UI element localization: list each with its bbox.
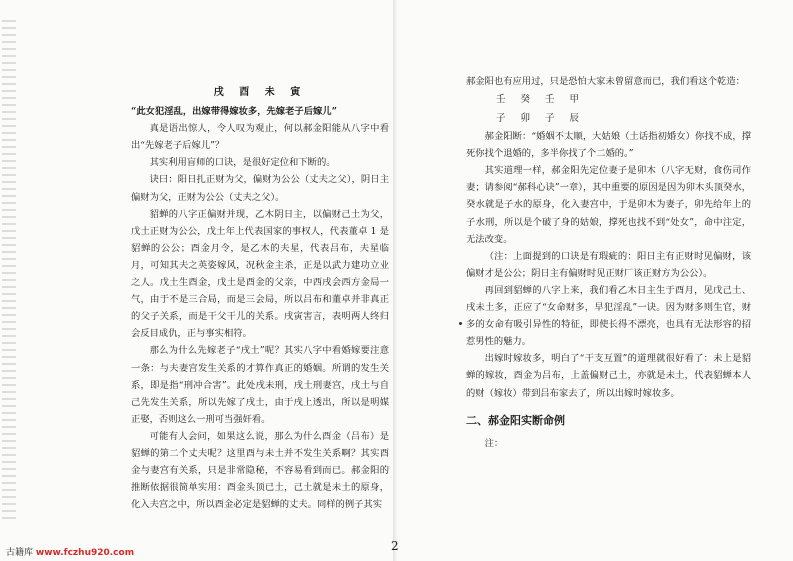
watermark-url: www.fczhu920.com <box>35 548 135 558</box>
section-title: 二、郝金阳实断命例 <box>466 413 565 427</box>
paragraph: 貂蝉的八字正偏财并现，乙木阴日主，以偏财己土为父，戊土正财为公公，戊土年上代表国家的事权人，代表董卓 1 是貂蝉的公公；酉金月令，是乙木的夫星，代表吕布，夫星临月，可知其夫之英姿嫁风，况秋金主杀，正是以武力建功立业之人。戊土生酉金，戊土是酉金的父亲，中西戌会西方金局一气，由于不是三合局，而是三会局，所以吕布和董卓并非真正的父子关系，而是干父干儿的关系。戌寅害言，表明两人终归会反目成仇，正与事实相符。 <box>131 208 389 340</box>
paragraph: 那么为什么先嫁老子“戌土”呢？其实八字中看婚嫁要注意一条：与夫妻宫发生关系的才算作真正的婚姻。所谓的发生关系，即是指“刑冲合害”。此处戌未刑，戌土刑妻宫，戌土与自己先发生关系，所以先嫁了戌土，由于戌上透出，所以是明媒正娶，否则这么一刑可当强奸看。 <box>131 345 389 425</box>
page-number: 2 <box>391 539 399 553</box>
quote-heading: “此女犯淫乱，出嫁带得嫁妆多，先嫁老子后嫁儿” <box>131 106 337 118</box>
paragraph: 郝金阳也有应用过，只是恐怕大家未曾留意而已，我们看这个乾造： <box>466 76 745 87</box>
paragraph: 再回到貂蝉的八字上来，我们看乙木日主生于酉月，见戊己土、戌未土多，正应了“女命财多，早犯淫乱”一诀。因为财多则生官，财多的女命有吸引异性的特征，即使长得不漂亮，也具有无法形容的招惹男性的魅力。 <box>466 284 751 348</box>
left-page <box>0 0 396 561</box>
print-speck <box>459 322 462 325</box>
bazi-stems: 壬 癸 壬 甲 <box>496 94 586 106</box>
bazi-branches: 子 卯 子 辰 <box>496 113 586 125</box>
paragraph: 其实利用盲师的口诀，是很好定位和下断的。 <box>149 157 336 169</box>
paragraph: 诀曰：阳日扎正财为父，偏财为公公（丈夫之父），阴日主偏财为父，正财为公公（丈夫之父）。 <box>131 174 389 203</box>
paragraph: 郝金阳断：“婚姻不太顺，大姑娘（土话指初婚女）你找不成，撑死你找个退婚的，多半你找了个二婚的。” <box>466 131 751 160</box>
note-label: 注： <box>484 437 504 449</box>
watermark <box>6 545 134 558</box>
watermark-label: 古籍库 <box>6 548 34 558</box>
section-heading: 戌 酉 未 寅 <box>213 87 307 98</box>
paragraph: 出嫁时嫁妆多，明白了“干支互置”的道理就很好看了：未上是貂蝉的嫁妆，酉金为吕布，上盖偏财己土，亦就是未土，代表貂蝉本人的财（嫁妆）带到吕布家去了，所以出嫁时嫁妆多。 <box>466 353 751 399</box>
right-text-column <box>466 73 751 452</box>
paragraph: 其实道理一样，郝金阳先定位妻子是卯木（八字无财，食伤司作妻；请参阅“郝科心诀”一章），其中重要的原因是因为卯木头顶癸水，癸水就是子水的原身，化入妻宫中，于是卯木为妻子，卯先给年上的子水刑，所以是个破了身的姑娘，撑死也找不到“处女”，命中注定，无法改变。 <box>466 165 751 245</box>
paragraph: 真是语出惊人，令人叹为观止，何以郝金阳能从八字中看出“先嫁老子后嫁儿”？ <box>131 123 389 152</box>
paragraph: 可能有人会问，如果这么说，那么为什么酉金（吕布）是貂蝉的第二个丈夫呢？这里酉与未土并不发生关系啊？其实酉金与妻宫有关系，只是非常隐秘，不容易看到而已。郝金阳的推断依据很简单实用：酉金头顶已土，己土就是未土的原身，化入夫宫之中，所以酉金必定是貂蝉的丈夫。同样的例子其实 <box>131 430 389 511</box>
note-paragraph: （注：上面提到的口诀是有瑕疵的：阳日主有正财时见偏财，该偏财才是公公；阴日主有偏财时见正财厂该正财方为公公）。 <box>466 250 751 279</box>
left-text-column <box>131 84 389 513</box>
